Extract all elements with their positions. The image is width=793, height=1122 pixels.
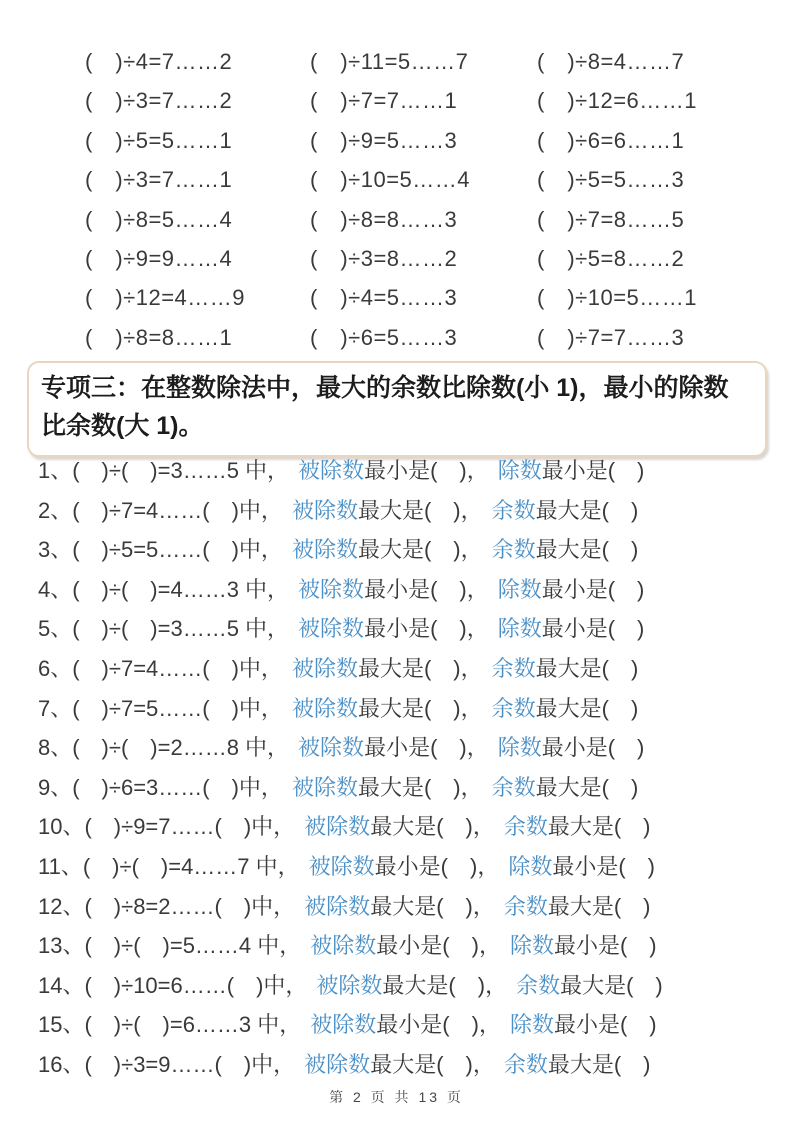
problem-equation-text: 12、( )÷8=2……( )中，: [38, 893, 296, 919]
page-footer: [0, 1087, 793, 1107]
problem-question-text: 最小是( )，: [364, 458, 489, 483]
problem-question-tail: 最小是( ): [541, 458, 645, 483]
problem-row: [38, 887, 783, 927]
divisor-remainder-highlight: 余数: [491, 537, 536, 563]
problem-question-text: 最大是( )，: [357, 497, 483, 523]
divisor-remainder-highlight: 除数: [497, 735, 542, 761]
dividend-highlight: 被除数: [298, 458, 365, 483]
equation-fill-blank: ( )÷12=4……9: [85, 285, 246, 311]
dividend-highlight: 被除数: [291, 774, 358, 800]
equation-fill-blank: ( )÷6=6……1: [537, 127, 685, 153]
problem-equation-text: 11、( )÷( )=4……7 中，: [38, 853, 300, 879]
problem-row: [38, 491, 783, 531]
dividend-highlight: 被除数: [310, 933, 377, 959]
problem-question-text: 最大是( )，: [370, 814, 495, 840]
problem-question-tail: 最小是( ): [541, 576, 645, 602]
equation-fill-blank: ( )÷7=8……5: [537, 206, 685, 232]
divisor-remainder-highlight: 余数: [503, 1051, 548, 1077]
problem-question-text: 最小是( )，: [364, 735, 489, 761]
problem-row: [38, 649, 783, 689]
dividend-highlight: 被除数: [304, 814, 371, 840]
problem-question-tail: 最大是( ): [535, 774, 639, 800]
equation-fill-blank: ( )÷6=5……3: [310, 324, 458, 350]
problem-equation-text: 8、( )÷( )=2……8 中，: [38, 735, 290, 761]
equation-fill-blank: ( )÷5=8……2: [537, 245, 685, 271]
problem-equation-text: 6、( )÷7=4……( )中，: [38, 655, 283, 681]
equation-fill-blank: ( )÷7=7……1: [310, 88, 458, 114]
problem-question-tail: 最小是( ): [553, 933, 657, 959]
divisor-remainder-highlight: 余数: [491, 655, 536, 681]
problem-question-tail: 最大是( ): [547, 814, 651, 840]
problem-question-text: 最大是( )，: [357, 774, 483, 800]
problem-question-tail: 最小是( ): [541, 735, 645, 761]
section-heading-box: [27, 361, 767, 457]
problem-question-tail: 最大是( ): [560, 972, 663, 998]
divisor-remainder-highlight: 余数: [516, 972, 561, 998]
equation-grid: [85, 42, 775, 357]
equation-fill-blank: ( )÷9=5……3: [310, 127, 458, 153]
problem-equation-text: 14、( )÷10=6……( )中，: [38, 972, 308, 998]
equation-fill-blank: ( )÷4=5……3: [310, 285, 458, 311]
problem-row: [38, 847, 783, 887]
problem-question-text: 最小是( )，: [364, 616, 489, 642]
problem-row: [38, 728, 783, 768]
problem-equation-text: 4、( )÷( )=4……3 中，: [38, 576, 290, 602]
divisor-remainder-highlight: 除数: [509, 933, 554, 959]
problem-question-text: 最大是( )，: [370, 893, 495, 919]
equation-fill-blank: ( )÷10=5……4: [310, 167, 471, 193]
dividend-highlight: 被除数: [298, 616, 365, 642]
divisor-remainder-highlight: 除数: [509, 1012, 554, 1038]
equation-fill-blank: ( )÷9=9……4: [85, 245, 233, 271]
equation-fill-blank: ( )÷5=5……3: [537, 167, 685, 193]
problem-question-text: 最大是( )，: [357, 695, 483, 721]
divisor-remainder-highlight: 除数: [508, 853, 553, 879]
divisor-remainder-highlight: 除数: [497, 616, 542, 642]
problem-equation-text: 5、( )÷( )=3……5 中，: [38, 616, 290, 642]
problem-row: [38, 966, 783, 1006]
divisor-remainder-highlight: 除数: [497, 576, 542, 602]
problem-equation-text: 15、( )÷( )=6……3 中，: [38, 1012, 302, 1038]
problem-question-text: 最大是( )，: [370, 1051, 495, 1077]
equation-fill-blank: ( )÷4=7……2: [85, 49, 233, 74]
problem-question-tail: 最小是( ): [541, 616, 645, 642]
dividend-highlight: 被除数: [316, 972, 383, 998]
problem-question-tail: 最小是( ): [553, 1012, 657, 1038]
problem-question-text: 最小是( )，: [364, 576, 489, 602]
problem-equation-text: 1、( )÷( )=3……5 中，: [38, 458, 290, 483]
problem-question-tail: 最大是( ): [547, 1051, 651, 1077]
problem-question-text: 最小是( )，: [374, 853, 500, 879]
problem-question-tail: 最大是( ): [535, 695, 639, 721]
equation-fill-blank: ( )÷3=7……1: [85, 167, 233, 193]
dividend-highlight: 被除数: [304, 1051, 371, 1077]
divisor-remainder-highlight: 余数: [491, 695, 536, 721]
equation-fill-blank: ( )÷10=5……1: [537, 285, 698, 311]
problem-equation-text: 7、( )÷7=5……( )中，: [38, 695, 283, 721]
problem-question-tail: 最小是( ): [552, 853, 655, 879]
equation-fill-blank: ( )÷5=5……1: [85, 127, 233, 153]
problem-row: [38, 570, 783, 610]
problem-equation-text: 2、( )÷7=4……( )中，: [38, 497, 283, 523]
problem-question-text: 最大是( )，: [357, 655, 483, 681]
problem-row: [38, 1005, 783, 1045]
problem-row: [38, 530, 783, 570]
problem-row: [38, 451, 783, 491]
equation-fill-blank: ( )÷7=7……3: [537, 324, 685, 350]
equation-fill-blank: ( )÷8=5……4: [85, 206, 233, 232]
divisor-remainder-highlight: 余数: [503, 814, 548, 840]
divisor-remainder-highlight: 余数: [491, 497, 536, 523]
dividend-highlight: 被除数: [310, 1012, 377, 1038]
problem-question-tail: 最大是( ): [535, 655, 639, 681]
equation-fill-blank: ( )÷3=7……2: [85, 88, 233, 114]
dividend-highlight: 被除数: [308, 853, 375, 879]
dividend-highlight: 被除数: [298, 576, 365, 602]
equation-fill-blank: ( )÷11=5……7: [310, 49, 469, 74]
divisor-remainder-highlight: 除数: [497, 458, 542, 483]
dividend-highlight: 被除数: [304, 893, 371, 919]
problem-row: [38, 926, 783, 966]
problem-list: [38, 451, 783, 1085]
equation-fill-blank: ( )÷3=8……2: [310, 245, 458, 271]
equation-fill-blank: ( )÷12=6……1: [537, 88, 698, 114]
problem-row: [38, 609, 783, 649]
problem-row: [38, 689, 783, 729]
equation-fill-blank: ( )÷8=8……3: [310, 206, 458, 232]
section-heading-text: 专项三：在整数除法中，最大的余数比除数(小 1)，最小的除数比余数(大 1)。: [41, 374, 729, 440]
equation-fill-blank: ( )÷8=8……1: [85, 324, 233, 350]
dividend-highlight: 被除数: [291, 695, 358, 721]
dividend-highlight: 被除数: [291, 537, 358, 563]
problem-question-text: 最大是( )，: [382, 972, 508, 998]
problem-equation-text: 9、( )÷6=3……( )中，: [38, 774, 283, 800]
page-number-label: 第 2 页 共 13 页: [329, 1089, 464, 1105]
dividend-highlight: 被除数: [291, 497, 358, 523]
problem-question-text: 最小是( )，: [376, 933, 501, 959]
problem-row: [38, 1045, 783, 1085]
problem-question-tail: 最大是( ): [547, 893, 651, 919]
problem-question-text: 最大是( )，: [357, 537, 483, 563]
divisor-remainder-highlight: 余数: [491, 774, 536, 800]
problem-question-text: 最小是( )，: [376, 1012, 501, 1038]
problem-row: [38, 807, 783, 847]
problem-equation-text: 10、( )÷9=7……( )中，: [38, 814, 296, 840]
dividend-highlight: 被除数: [291, 655, 358, 681]
problem-question-tail: 最大是( ): [535, 497, 639, 523]
problem-question-tail: 最大是( ): [535, 537, 639, 563]
problem-equation-text: 13、( )÷( )=5……4 中，: [38, 933, 302, 959]
problem-equation-text: 3、( )÷5=5……( )中，: [38, 537, 283, 563]
problem-equation-text: 16、( )÷3=9……( )中，: [38, 1051, 296, 1077]
dividend-highlight: 被除数: [298, 735, 365, 761]
equation-fill-blank: ( )÷8=4……7: [537, 49, 685, 74]
divisor-remainder-highlight: 余数: [503, 893, 548, 919]
problem-row: [38, 768, 783, 808]
